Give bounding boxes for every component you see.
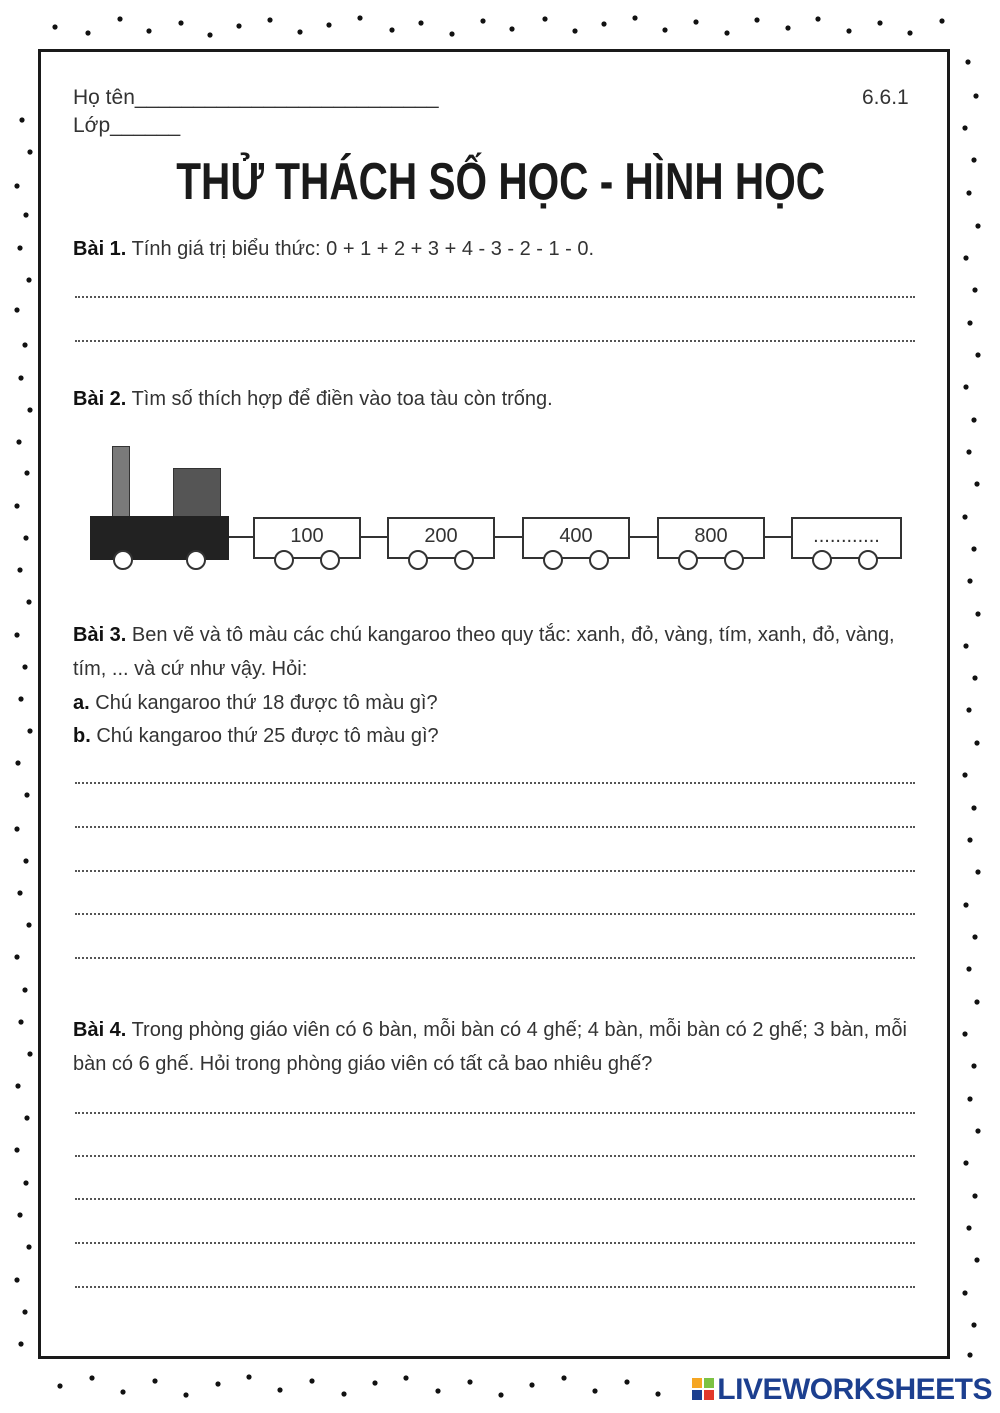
liveworksheets-logo[interactable] bbox=[691, 1373, 992, 1407]
train-wheel bbox=[113, 550, 133, 570]
page-title: THỬ THÁCH SỐ HỌC - HÌNH HỌC bbox=[176, 153, 826, 211]
train-wagon bbox=[522, 517, 630, 559]
train-wheel bbox=[812, 550, 832, 570]
answer-line[interactable] bbox=[75, 340, 915, 342]
train-wheel bbox=[678, 550, 698, 570]
train-cab bbox=[173, 468, 221, 518]
train-wheel bbox=[589, 550, 609, 570]
answer-line[interactable] bbox=[75, 1155, 915, 1157]
train-chimney bbox=[112, 446, 130, 518]
answer-line[interactable] bbox=[75, 870, 915, 872]
wagon-coupler bbox=[495, 536, 522, 538]
question-3a bbox=[73, 686, 923, 720]
student-name-field[interactable]: Họ tên__________________________ bbox=[73, 86, 439, 109]
wagon-coupler bbox=[765, 536, 791, 538]
question-1 bbox=[73, 232, 923, 266]
train-wheel bbox=[543, 550, 563, 570]
train-engine bbox=[90, 516, 229, 560]
answer-line[interactable] bbox=[75, 1198, 915, 1200]
blank-wagon[interactable] bbox=[791, 517, 902, 559]
wagon-number: 800 bbox=[694, 525, 728, 547]
answer-line[interactable] bbox=[75, 826, 915, 828]
question-2-label: Bài 2. bbox=[73, 388, 127, 410]
train-wagon bbox=[253, 517, 361, 559]
wagon-coupler bbox=[229, 536, 253, 538]
answer-line[interactable] bbox=[75, 296, 915, 298]
wagon-blank-answer[interactable]: ............ bbox=[813, 525, 880, 547]
train-wheel bbox=[320, 550, 340, 570]
answer-line[interactable] bbox=[75, 913, 915, 915]
question-2 bbox=[73, 382, 923, 416]
question-3a-label: a. bbox=[73, 692, 90, 714]
question-1-label: Bài 1. bbox=[73, 238, 127, 260]
wagon-number: 100 bbox=[290, 525, 324, 547]
answer-line[interactable] bbox=[75, 782, 915, 784]
wagon-number: 400 bbox=[559, 525, 593, 547]
train-wheel bbox=[858, 550, 878, 570]
train-wheel bbox=[186, 550, 206, 570]
question-2-text: Tìm số thích hợp để điền vào toa tàu còn trống. bbox=[131, 388, 553, 410]
train-wagon bbox=[657, 517, 765, 559]
question-1-text: Tính giá trị biểu thức: 0 + 1 + 2 + 3 + 4 - 3 - 2 - 1 - 0. bbox=[131, 238, 595, 260]
train-wheel bbox=[454, 550, 474, 570]
train-wheel bbox=[274, 550, 294, 570]
train-wagon bbox=[387, 517, 495, 559]
question-4 bbox=[73, 1013, 923, 1081]
liveworksheets-icon bbox=[691, 1377, 715, 1401]
answer-line[interactable] bbox=[75, 957, 915, 959]
question-3-text: Ben vẽ và tô màu các chú kangaroo theo quy tắc: xanh, đỏ, vàng, tím, xanh, đỏ, vàng, tím, ... và cứ như vậy. Hỏi: bbox=[73, 624, 895, 680]
question-3-label: Bài 3. bbox=[73, 624, 127, 646]
question-4-text: Trong phòng giáo viên có 6 bàn, mỗi bàn có 4 ghế; 4 bàn, mỗi bàn có 2 ghế; 3 bàn, mỗi bàn có 6 ghế. Hỏi trong phòng giáo viên có tất cả bao nhiêu ghế? bbox=[73, 1019, 907, 1075]
worksheet-code: 6.6.1 bbox=[862, 86, 909, 109]
watermark-text: LIVEWORKSHEETS bbox=[717, 1373, 992, 1406]
question-3b-label: b. bbox=[73, 725, 91, 747]
wagon-coupler bbox=[630, 536, 657, 538]
answer-line[interactable] bbox=[75, 1112, 915, 1114]
train-wheel bbox=[408, 550, 428, 570]
question-4-label: Bài 4. bbox=[73, 1019, 127, 1041]
question-3b bbox=[73, 719, 923, 753]
answer-line[interactable] bbox=[75, 1242, 915, 1244]
question-3b-text: Chú kangaroo thứ 25 được tô màu gì? bbox=[96, 725, 439, 747]
answer-line[interactable] bbox=[75, 1286, 915, 1288]
class-field[interactable]: Lớp______ bbox=[73, 114, 181, 137]
question-3a-text: Chú kangaroo thứ 18 được tô màu gì? bbox=[95, 692, 438, 714]
wagon-number: 200 bbox=[424, 525, 458, 547]
question-3 bbox=[73, 618, 923, 686]
wagon-coupler bbox=[361, 536, 387, 538]
train-wheel bbox=[724, 550, 744, 570]
